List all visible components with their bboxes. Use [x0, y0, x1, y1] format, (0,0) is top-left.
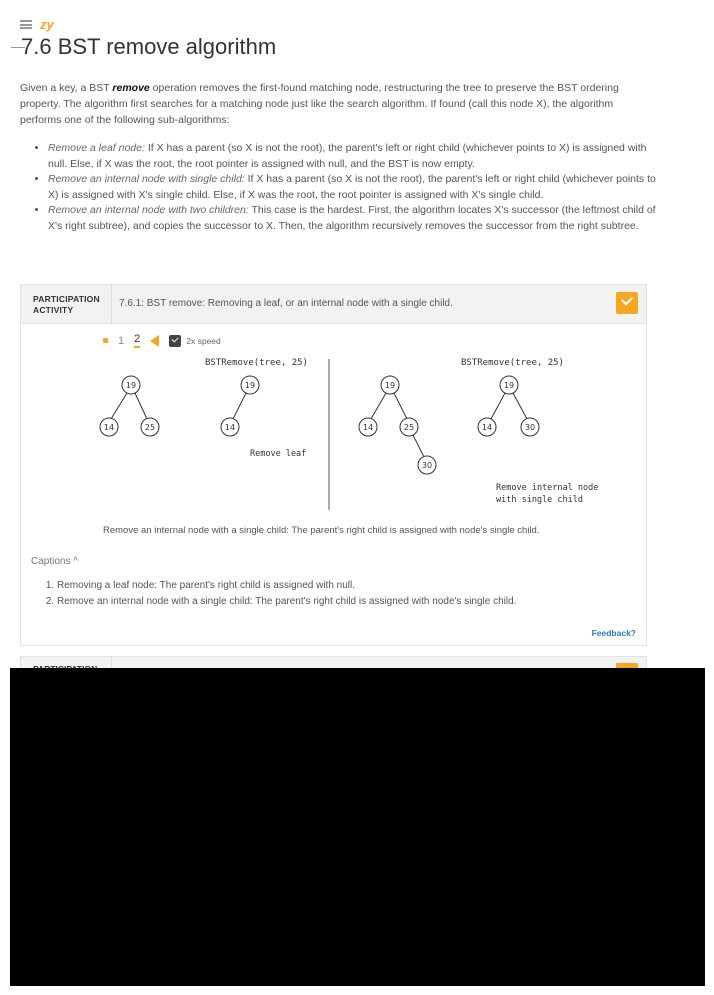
left-call-label: BSTRemove(tree, 25) [205, 358, 308, 368]
list-item: • Remove an internal node with two children: This case is the hardest. First, the algorithm locates X's successor (the leftmost child of X's right subtree), and copies the successor to X. Then, the algorithm recursively removes the successor from the right subtree. [48, 203, 658, 234]
list-item: • Remove an internal node with single child: If X has a parent (so X is not the root), the parent's left or right child (whichever points to X) is assigned with X's single child. Else, if X was the root, the root pointer is assigned with X's single child. [48, 172, 658, 203]
captions-toggle[interactable] [31, 556, 78, 567]
intro-paragraph: Given a key, a BST remove operation removes the first-found matching node, restructuring the tree to preserve the BST ordering property. The algorithm first searches for a matching node just like the search algorithm. If found (call this node X), the algorithm performs one of the following sub-algorithms: [20, 82, 619, 126]
chevron-up-icon: ^ [73, 556, 78, 567]
feedback-link[interactable]: Feedback? [591, 628, 636, 638]
list-item: • Remove a leaf node: If X has a parent (so X is not the root), the parent's left or right child (whichever points to X) is assigned with null. Else, if X was the root, the root pointer is assigned with null, and the BST is now empty. [48, 141, 658, 172]
participation-activity [20, 284, 647, 646]
tree-edge [413, 435, 424, 457]
tree-edge [233, 393, 246, 419]
remove-internal-label-1: Remove internal node [496, 483, 599, 493]
node-label: 14 [103, 423, 115, 432]
caption-item: 2. Remove an internal node with a single child: The parent's right child is assigned with node's single child. [57, 594, 516, 610]
animation-controls [103, 333, 221, 348]
sub-algorithm-list [30, 141, 658, 234]
node-label: 19 [244, 381, 256, 390]
tree-edge [394, 393, 407, 419]
start-marker-icon [103, 338, 108, 343]
caption-item: 1. Removing a leaf node: The parent's right child is assigned with null. [57, 578, 516, 594]
node-label: 25 [403, 423, 415, 432]
activity-header [21, 285, 646, 324]
captions-list [31, 578, 516, 610]
step-2-button[interactable]: 2 [134, 333, 140, 348]
node-label: 19 [125, 381, 137, 390]
step-1-button[interactable]: 1 [118, 334, 125, 347]
right-call-label: BSTRemove(tree, 25) [461, 358, 564, 368]
captions-label: Captions [31, 556, 71, 567]
remove-internal-label-2: with single child [496, 495, 583, 505]
node-label: 14 [224, 423, 236, 432]
node-label: 25 [144, 423, 156, 432]
remove-keyword: remove [112, 82, 150, 94]
node-label: 14 [481, 423, 493, 432]
node-label: 30 [421, 461, 433, 470]
activity-title: 7.6.1: BST remove: Removing a leaf, or an internal node with a single child. [119, 298, 453, 309]
tree-edge [135, 393, 147, 419]
speed-checkbox[interactable] [169, 335, 181, 347]
remove-leaf-label: Remove leaf [250, 449, 307, 459]
page-title: 7.6 BST remove algorithm [21, 34, 277, 59]
speed-label: 2x speed [186, 335, 221, 346]
top-bar [20, 17, 54, 32]
tree-edge [371, 393, 386, 419]
header-divider [111, 285, 112, 323]
bst-diagram [21, 355, 646, 520]
node-label: 19 [384, 381, 396, 390]
activity-type-label: PARTICIPATION ACTIVITY [33, 294, 100, 315]
tree-edge [111, 393, 127, 419]
node-label: 19 [503, 381, 515, 390]
back-arrow-icon[interactable] [150, 335, 159, 347]
completion-check-icon [616, 292, 638, 314]
tree-edge [491, 393, 505, 419]
zybooks-logo[interactable]: zy [40, 17, 54, 32]
redacted-area [10, 668, 705, 986]
animation-caption: Remove an internal node with a single child: The parent's right child is assigned with node's single child. [103, 525, 540, 536]
menu-icon[interactable] [20, 20, 32, 29]
node-label: 14 [362, 423, 374, 432]
node-label: 30 [524, 423, 536, 432]
tree-edge [513, 393, 527, 419]
